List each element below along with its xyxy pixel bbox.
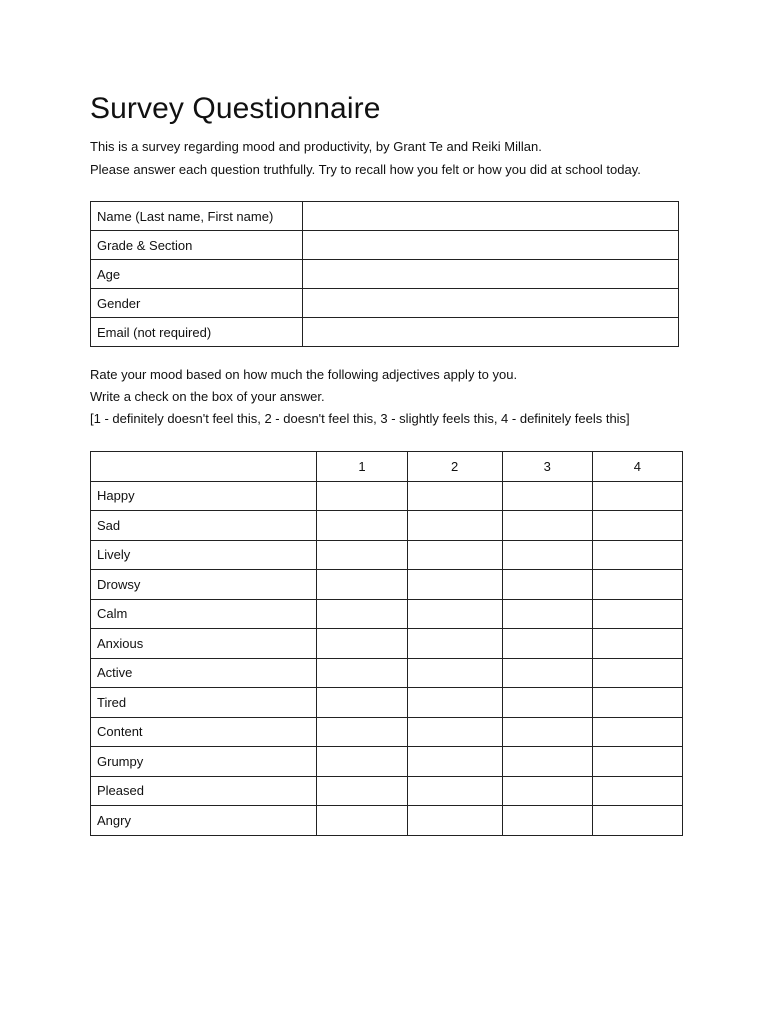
- rating-checkbox-cell[interactable]: [317, 717, 407, 747]
- rating-checkbox-cell[interactable]: [407, 511, 502, 541]
- table-row: [91, 629, 683, 659]
- instruction-line: Rate your mood based on how much the following adjectives apply to you.: [90, 367, 518, 382]
- adjective-label: Angry: [91, 806, 317, 836]
- table-row: [91, 806, 683, 836]
- adjective-label: Calm: [91, 599, 317, 629]
- rating-checkbox-cell[interactable]: [502, 511, 592, 541]
- rating-checkbox-cell[interactable]: [592, 511, 682, 541]
- table-header-row: [91, 452, 683, 482]
- adjective-label: Happy: [91, 481, 317, 511]
- adjective-label: Grumpy: [91, 747, 317, 777]
- table-row: [91, 260, 679, 289]
- scale-header: 2: [407, 452, 502, 482]
- rating-checkbox-cell[interactable]: [317, 511, 407, 541]
- rating-checkbox-cell[interactable]: [407, 717, 502, 747]
- scale-header: 3: [502, 452, 592, 482]
- adjective-label: Active: [91, 658, 317, 688]
- instruction-line: Write a check on the box of your answer.: [90, 389, 325, 404]
- rating-checkbox-cell[interactable]: [407, 806, 502, 836]
- table-row: [91, 717, 683, 747]
- rating-checkbox-cell[interactable]: [592, 540, 682, 570]
- rating-checkbox-cell[interactable]: [502, 806, 592, 836]
- rating-checkbox-cell[interactable]: [317, 806, 407, 836]
- adjective-label: Pleased: [91, 776, 317, 806]
- rating-checkbox-cell[interactable]: [407, 658, 502, 688]
- rating-checkbox-cell[interactable]: [317, 570, 407, 600]
- rating-checkbox-cell[interactable]: [317, 658, 407, 688]
- field-label: Grade & Section: [91, 231, 303, 260]
- rating-checkbox-cell[interactable]: [592, 806, 682, 836]
- field-answer-cell[interactable]: [303, 289, 679, 318]
- rating-checkbox-cell[interactable]: [317, 629, 407, 659]
- rating-checkbox-cell[interactable]: [592, 717, 682, 747]
- rating-checkbox-cell[interactable]: [317, 540, 407, 570]
- rating-checkbox-cell[interactable]: [407, 540, 502, 570]
- table-row: [91, 289, 679, 318]
- adjective-label: Drowsy: [91, 570, 317, 600]
- rating-checkbox-cell[interactable]: [592, 599, 682, 629]
- rating-checkbox-cell[interactable]: [592, 688, 682, 718]
- scale-header: 1: [317, 452, 407, 482]
- rating-checkbox-cell[interactable]: [502, 629, 592, 659]
- rating-checkbox-cell[interactable]: [407, 599, 502, 629]
- intro-line: This is a survey regarding mood and productivity, by Grant Te and Reiki Millan.: [90, 139, 542, 154]
- scale-header: 4: [592, 452, 682, 482]
- table-row: [91, 688, 683, 718]
- intro-line: Please answer each question truthfully. Try to recall how you felt or how you did at school today.: [90, 162, 641, 177]
- field-answer-cell[interactable]: [303, 318, 679, 347]
- rating-checkbox-cell[interactable]: [407, 776, 502, 806]
- field-label: Gender: [91, 289, 303, 318]
- rating-checkbox-cell[interactable]: [502, 540, 592, 570]
- rating-checkbox-cell[interactable]: [592, 481, 682, 511]
- rating-checkbox-cell[interactable]: [592, 570, 682, 600]
- rating-checkbox-cell[interactable]: [502, 688, 592, 718]
- scale-legend: [1 - definitely doesn't feel this, 2 - doesn't feel this, 3 - slightly feels this, 4 - definitely feels this]: [90, 411, 630, 426]
- rating-checkbox-cell[interactable]: [317, 688, 407, 718]
- field-answer-cell[interactable]: [303, 260, 679, 289]
- table-row: [91, 231, 679, 260]
- rating-checkbox-cell[interactable]: [317, 599, 407, 629]
- page-title: Survey Questionnaire: [90, 92, 381, 125]
- adjective-label: Sad: [91, 511, 317, 541]
- adjective-label: Content: [91, 717, 317, 747]
- field-label: Email (not required): [91, 318, 303, 347]
- rating-checkbox-cell[interactable]: [592, 747, 682, 777]
- table-row: [91, 318, 679, 347]
- rating-checkbox-cell[interactable]: [317, 481, 407, 511]
- table-row: [91, 481, 683, 511]
- respondent-info-table: [90, 201, 679, 347]
- field-label: Age: [91, 260, 303, 289]
- table-row: [91, 776, 683, 806]
- rating-checkbox-cell[interactable]: [407, 747, 502, 777]
- rating-checkbox-cell[interactable]: [502, 747, 592, 777]
- rating-checkbox-cell[interactable]: [407, 570, 502, 600]
- rating-checkbox-cell[interactable]: [592, 658, 682, 688]
- rating-checkbox-cell[interactable]: [502, 570, 592, 600]
- rating-checkbox-cell[interactable]: [317, 747, 407, 777]
- rating-checkbox-cell[interactable]: [502, 599, 592, 629]
- rating-checkbox-cell[interactable]: [502, 658, 592, 688]
- adjective-label: Tired: [91, 688, 317, 718]
- table-row: [91, 202, 679, 231]
- rating-checkbox-cell[interactable]: [502, 776, 592, 806]
- mood-rating-table: [90, 451, 683, 836]
- field-label: Name (Last name, First name): [91, 202, 303, 231]
- field-answer-cell[interactable]: [303, 202, 679, 231]
- rating-checkbox-cell[interactable]: [407, 481, 502, 511]
- table-row: [91, 570, 683, 600]
- rating-checkbox-cell[interactable]: [502, 717, 592, 747]
- rating-checkbox-cell[interactable]: [317, 776, 407, 806]
- adjective-label: Anxious: [91, 629, 317, 659]
- rating-checkbox-cell[interactable]: [592, 629, 682, 659]
- table-row: [91, 511, 683, 541]
- field-answer-cell[interactable]: [303, 231, 679, 260]
- table-row: [91, 540, 683, 570]
- rating-checkbox-cell[interactable]: [592, 776, 682, 806]
- header-blank-cell: [91, 452, 317, 482]
- table-row: [91, 747, 683, 777]
- table-row: [91, 658, 683, 688]
- rating-checkbox-cell[interactable]: [407, 629, 502, 659]
- rating-checkbox-cell[interactable]: [407, 688, 502, 718]
- rating-checkbox-cell[interactable]: [502, 481, 592, 511]
- adjective-label: Lively: [91, 540, 317, 570]
- table-row: [91, 599, 683, 629]
